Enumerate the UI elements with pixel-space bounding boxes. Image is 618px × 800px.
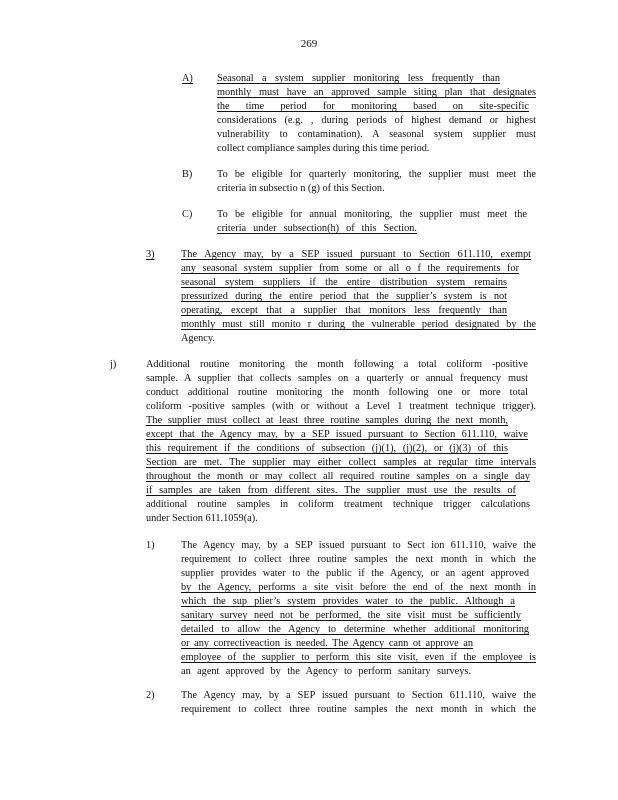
text-line: sanitary survey need not be performed, the site visit must be sufficiently <box>181 610 521 621</box>
text-line: except that the Agency may, by a SEP issued pursuant to Section 611.110, waive <box>146 429 528 440</box>
text-line: Seasonal a system supplier monitoring less frequently than <box>217 73 500 84</box>
text-line: The Agency may, by a SEP issued pursuant to Sect ion 611.110, waive the <box>181 540 536 551</box>
item-label: 1) <box>146 540 155 551</box>
text-line: monthly must have an approved sample siting plan that designates <box>217 87 536 98</box>
text-line: Agency. <box>181 333 215 344</box>
text-line: throughout the month or may collect all required routine samples on a single day <box>146 471 530 482</box>
text-line: requirement to collect three routine samples the next month in which the <box>181 704 536 715</box>
item-label: 3) <box>146 249 155 260</box>
text-line: additional routine samples in coliform treatment technique trigger calculations <box>146 499 530 510</box>
text-line: Section are met. The supplier may either collect samples at regular time intervals <box>146 457 536 468</box>
text-line: under Section 611.1059(a). <box>146 513 258 524</box>
page-number: 269 <box>300 38 318 50</box>
text-line: conduct additional routine monitoring the month following one or more total <box>146 387 528 398</box>
item-label: j) <box>110 359 117 370</box>
text-line: To be eligible for annual monitoring, the supplier must meet the <box>217 209 527 220</box>
text-line: monthly must still monito r during the vulnerable period designated by the <box>181 319 536 330</box>
item-label: 2) <box>146 690 155 701</box>
text-line: vulnerability to contamination). A seasonal system supplier must <box>217 129 536 140</box>
text-line: To be eligible for quarterly monitoring, the supplier must meet the <box>217 169 536 180</box>
text-line: the time period for monitoring based on site-specific <box>217 101 529 112</box>
text-line: Additional routine monitoring the month following a total coliform -positive <box>146 359 528 370</box>
item-label: B) <box>182 169 193 180</box>
text-line: The Agency may, by a SEP issued pursuant to Section 611.110, waive the <box>181 690 536 701</box>
text-line: coliform -positive samples (with or without a Level 1 treatment technique trigger). <box>146 401 536 412</box>
text-line: The supplier must collect at least three routine samples during the next month, <box>146 415 508 426</box>
text-line: or any correctiveaction is needed. The Agency cann ot approve an <box>181 638 473 649</box>
text-line: sample. A supplier that collects samples on a quarterly or annual frequency must <box>146 373 528 384</box>
text-line: operating, except that a supplier that monitors less frequently than <box>181 305 507 316</box>
text-line: requirement to collect three routine samples the next month in which the <box>181 554 536 565</box>
text-line: employee of the supplier to perform this site visit, even if the employee is <box>181 652 536 663</box>
item-label: A) <box>182 73 193 84</box>
text-line: this requirement if the conditions of subsection (j)(1), (j)(2), or (j)(3) of this <box>146 443 508 454</box>
text-line: by the Agency, performs a site visit before the end of the next month in <box>181 582 536 593</box>
text-line: if samples are taken from different sites. The supplier must use the results of <box>146 485 516 496</box>
text-line: which the sup plier’s system provides water to the public. Although a <box>181 596 515 607</box>
text-line: detailed to allow the Agency to determine whether additional monitoring <box>181 624 529 635</box>
text-line: an agent approved by the Agency to perform sanitary surveys. <box>181 666 471 677</box>
text-line: collect compliance samples during this time period. <box>217 143 430 154</box>
text-line: supplier provides water to the public if the Agency, or an agent approved <box>181 568 529 579</box>
text-line: considerations (e.g. , during periods of highest demand or highest <box>217 115 536 126</box>
text-line: any seasonal system supplier from some or all o f the requirements for <box>181 263 519 274</box>
text-line: The Agency may, by a SEP issued pursuant to Section 611.110, exempt <box>181 249 531 260</box>
text-line: pressurized during the entire period that the supplier’s system is not <box>181 291 507 302</box>
item-label: C) <box>182 209 193 220</box>
text-line: criteria under subsection(h) of this Section. <box>217 223 417 234</box>
text-line: criteria in subsectio n (g) of this Section. <box>217 183 385 194</box>
text-line: seasonal system suppliers if the entire distribution system remains <box>181 277 507 288</box>
